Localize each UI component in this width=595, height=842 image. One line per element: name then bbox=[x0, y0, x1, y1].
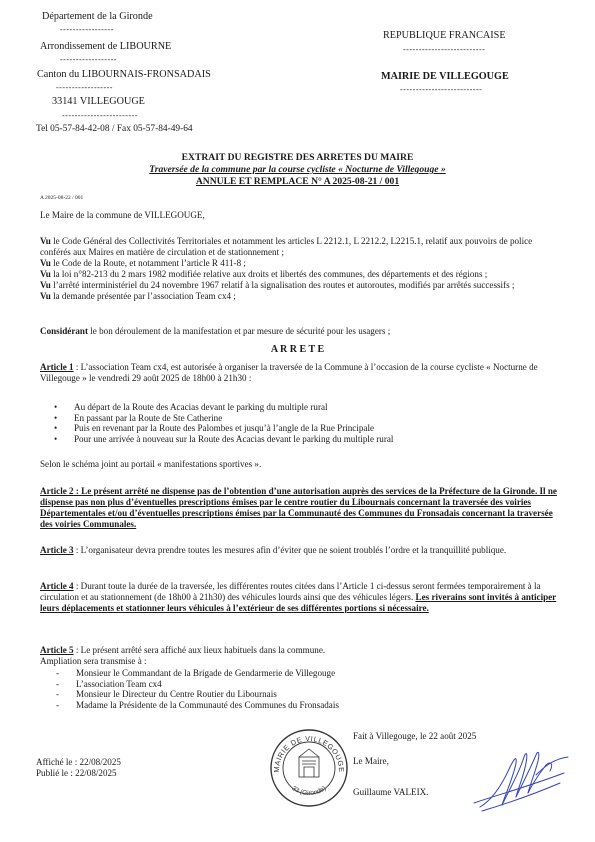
signatory-role: Le Maire, bbox=[353, 756, 389, 766]
arrondissement-name: Arrondissement de LIBOURNE bbox=[40, 41, 172, 52]
arrete-heading: A R R E T E bbox=[270, 344, 325, 355]
header-separator: ------------------------ bbox=[62, 111, 138, 120]
stamp-bottom-text: 33 (Gironde) bbox=[290, 784, 328, 798]
list-item: • Pour une arrivée à nouveau sur la Route des Acacias devant le parking du multiple rural bbox=[52, 434, 393, 445]
department-name: Département de la Gironde bbox=[42, 11, 153, 22]
document-replaces: ANNULE ET REMPLACE N° A 2025-08-21 / 001 bbox=[195, 176, 400, 187]
handwritten-signature bbox=[472, 745, 572, 825]
article-4: Article 4 : Durant toute la durée de la traversée, les différentes routes citées dans l’Article 1 ci-dessus seront fermées temporairement à la circulation et au stationnement (de 18h00 à 21h30) des véhicules lourds ainsi que des véhicules légers. Les riverains sont invités à anticiper leurs déplacements et stationner leurs véhicules à l’extérieur de ses différentes portions si nécessaire. bbox=[40, 581, 557, 613]
article-1: Article 1 : L’association Team cx4, est autorisée à organiser la traversée de la Commune à l’occasion de la course cycliste « Nocturne de Villegouge » le vendredi 29 août 2025 de 18h00 à 21h30 : bbox=[40, 362, 538, 383]
list-item: - Monsieur le Directeur du Centre Routier du Libournais bbox=[32, 689, 339, 700]
header-separator: ----------------- bbox=[60, 25, 114, 34]
stamp-top-text: MAIRIE DE VILLEGOUGE bbox=[271, 733, 347, 773]
visa-item: Vu le Code Général des Collectivités Territoriales et notamment les articles L 2212.1, L 2212.2, L2215.1, relatif aux pouvoirs de police conférés aux Maires en matière de circulation et de stationnement ; bbox=[40, 236, 533, 257]
republic-label: REPUBLIQUE FRANCAISE bbox=[383, 30, 506, 41]
place-and-date: Fait à Villegouge, le 22 août 2025 bbox=[353, 731, 477, 741]
document-title: EXTRAIT DU REGISTRE DES ARRETES DU MAIRE bbox=[181, 152, 414, 163]
official-stamp bbox=[268, 727, 350, 809]
header-separator: -------------------------- bbox=[403, 45, 486, 54]
visa-item: Vu la loi n°82-213 du 2 mars 1982 modifiée relative aux droits et libertés des communes, des départements et des régions ; bbox=[40, 269, 488, 279]
canton-name: Canton du LIBOURNAIS-FRONSADAIS bbox=[37, 69, 211, 80]
article-3: Article 3 : L’organisateur devra prendre toutes les mesures afin d’éviter que ne soient troublés l’ordre et la tranquillité publique. bbox=[40, 545, 507, 555]
list-item: • En passant par la Route de Ste Catherine bbox=[52, 413, 393, 424]
visa-item: Vu le Code de la Route, et notamment l’article R 411-8 ; bbox=[40, 258, 246, 268]
considerant-line: Considérant le bon déroulement de la manifestation et par mesure de sécurité pour les usagers ; bbox=[40, 326, 391, 336]
article-1-schema: Selon le schéma joint au portail « manifestations sportives ». bbox=[40, 459, 262, 469]
list-item: - Madame la Présidente de la Communauté des Communes du Fronsadais bbox=[32, 700, 339, 711]
header-separator: ------------------ bbox=[60, 55, 117, 64]
article-4-warning: Les riverains sont invités à anticiper leurs déplacements et stationner leurs véhicules à l’extérieur de ses différentes portions si nécessaire. bbox=[40, 592, 557, 613]
article-5: Article 5 : Le présent arrêté sera affiché aux lieux habituels dans la commune. Ampliation sera transmise à : bbox=[40, 645, 560, 667]
list-item: - Monsieur le Commandant de la Brigade de Gendarmerie de Villegouge bbox=[32, 668, 339, 679]
recipients-list bbox=[32, 668, 339, 710]
posted-date: Affiché le : 22/08/2025 bbox=[36, 757, 121, 767]
ampliation-line: Ampliation sera transmise à : bbox=[40, 656, 147, 666]
mairie-label: MAIRIE DE VILLEGOUGE bbox=[381, 71, 509, 82]
list-item: - L’association Team cx4 bbox=[32, 679, 339, 690]
visa-item: Vu la demande présentée par l’association Team cx4 ; bbox=[40, 291, 236, 301]
header-separator: -------------------------- bbox=[400, 85, 483, 94]
published-date: Publié le : 22/08/2025 bbox=[36, 768, 117, 778]
intro-line: Le Maire de la commune de VILLEGOUGE, bbox=[40, 210, 205, 220]
article-2: Article 2 : Le présent arrêté ne dispense pas de l’obtention d’une autorisation auprès des services de la Préfecture de la Gironde. Il ne dispense pas non plus d’éventuelles prescriptions émises par le centre routier du Libournais concernant la traversée des voiries Départementales et/ou d’éventuelles prescriptions émises par la Communauté des Communes du Fronsadais concernant la traversée des voiries Communales. bbox=[40, 486, 557, 529]
article-1-route-list bbox=[52, 402, 393, 444]
svg-text:33 (Gironde) bbox=[291, 785, 328, 797]
commune-postcode: 33141 VILLEGOUGE bbox=[52, 96, 145, 107]
document-subject: Traversée de la commune par la course cycliste « Nocturne de Villegouge » bbox=[149, 164, 446, 175]
visas-block bbox=[40, 236, 560, 302]
signatory-name: Guillaume VALEIX. bbox=[353, 787, 429, 797]
stamp-emblem-icon bbox=[299, 749, 319, 777]
list-item: • Au départ de la Route des Acacias devant le parking du multiple rural bbox=[52, 402, 393, 413]
list-item: • Puis en revenant par la Route des Palombes et jusqu’à l’angle de la Rue Principale bbox=[52, 423, 393, 434]
header-separator: ------------------ bbox=[56, 83, 113, 92]
visa-item: Vu l’arrêté interministériel du 24 novembre 1967 relatif à la signalisation des routes et autoroutes, modifiés par arrêtés successifs ; bbox=[40, 280, 515, 290]
contact-phone-fax: Tel 05-57-84-42-08 / Fax 05-57-84-49-64 bbox=[36, 124, 193, 134]
reference-number: A 2025-08-22 / 001 bbox=[40, 195, 84, 201]
